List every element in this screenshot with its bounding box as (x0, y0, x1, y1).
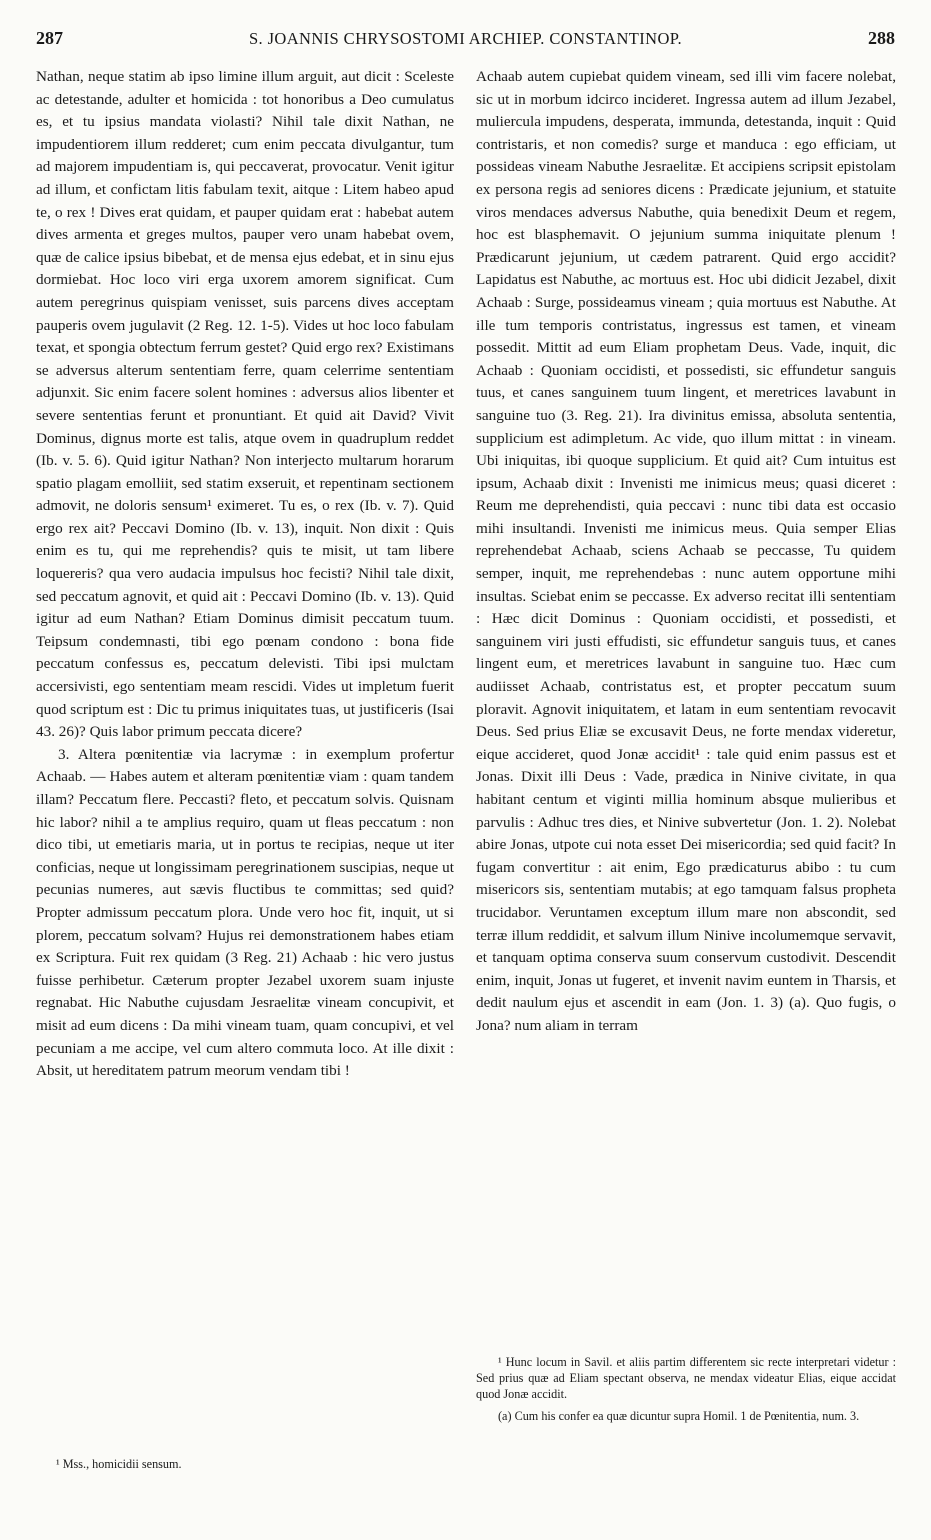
running-header (36, 28, 895, 58)
paragraph: 3. Altera pœnitentiæ via lacrymæ : in exemplum profertur Achaab. — Habes autem et alteram pœnitentiæ viam : quam tandem illam? Peccatum flere. Peccasti? fleto, et peccatum solvis. Quisnam hic labor? nihil a te amplius requiro, quam ut fleas peccatum : non dico tibi, ut emetiaris maria, ut in portus te recipias, neque ut iter conficias, neque ut longissimam peregrinationem suscipias, neque ut pecunias numeres, aut sævis fluctibus te committas; sed quid? Propter admissum peccatum plora. Unde vero hoc fit, inquit, ut si plorem, peccatum solvam? Hujus rei demonstrationem habes etiam ex Scriptura. Fuit rex quidam (3 Reg. 21) Achaab : hic vero justus fuisse perhibetur. Cæterum propter Jezabel uxorem suam injuste regnabat. Hic Nabuthe cujusdam Jesraelitæ vineam concupivit, et misit ad eum dicens : Da mihi vineam tuam, quam concupivi, et vel pecuniam a me accipe, vel cum altero commuta loco. At ille dixit : Absit, ut hereditatem patrum meorum vendam tibi ! (36, 745, 454, 1080)
footnote: ¹ Hunc locum in Savil. et aliis partim differentem sic recte interpretari videtur : Sed prius quæ ad Eliam spectant observa, ne mendax videatur Elias, eique accidat quod Jonæ accidit. (476, 1355, 896, 1401)
left-column (36, 66, 454, 1083)
footnote: (a) Cum his confer ea quæ dicuntur supra Homil. 1 de Pœnitentia, num. 3. (498, 1409, 860, 1423)
running-title: S. JOANNIS CHRYSOSTOMI ARCHIEP. CONSTANTINOP. (248, 29, 683, 48)
left-page-number: 287 (36, 28, 63, 48)
paragraph: Nathan, neque statim ab ipso limine illum arguit, aut dicit : Sceleste ac detestande, adulter et homicida : tot honoribus a Deo cumulatus es, et tu ipsius mandata violasti? Nihil tale dixit Nathan, ne impudentiorem illum redderet; cum enim peccata divulgantur, tum ad majorem impudentiam is, qui peccaverat, provocatur. Venit igitur ad illum, et confictam litis fabulam texit, aitque : Litem habeo apud te, o rex ! Dives erat quidam, et pauper quidam erat : habebat autem dives armenta et greges multos, pauper vero unam habebat ovem, quæ de calice ipsius bibebat, et de mensa ejus edebat, et in sinu ejus dormiebat. Hoc loco viri erga uxorem amorem significat. Cum autem peregrinus quispiam venisset, suis parcens dives acceptam pauperis ovem jugulavit (2 Reg. 12. 1-5). Vides ut hoc loco fabulam texat, et spongia obtectum ferrum gestet? Quid ergo rex? Existimans se adversus alterum sententiam ferre, quam celerrime sententiam adjunxit. Sic enim facere solent homines : adversus alios libenter et severe sententias ferunt et pronuntiant. Et quid ait David? Vivit Dominus, dignus morte est talis, atque ovem in quadruplum reddet (Ib. v. 5. 6). Quid igitur Nathan? Non interjecto multarum horarum spatio plagam emolliit, sed statim exseruit, et repentinam sectionem admovit, ne doloris sensum¹ eximeret. Tu es, o rex (Ib. v. 7). Quid ergo rex ait? Peccavi Domino (Ib. v. 13), inquit. Non dixit : Quis enim es tu, qui me reprehendis? quis te misit, ut tam libere loquereris? qua vero audacia impulsus hoc fecisti? Nihil tale dixit, sed peccatum agnovit, et quid ait : Peccavi Domino (Ib. v. 13). Quid igitur ad eum Nathan? Etiam Dominus dimisit peccatum tuum. Teipsum condemnasti, tibi ego pœnam condono : bona fide peccatum confessus es, peccatum delevisti. Tibi ipsi mulctam accersivisti, ego sententiam meam rescidi. Vides ut impletum fuerit quod scriptum est : Dic tu primus iniquitates tuas, ut justificeris (Isai 43. 26)? Quis labor primum peccata dicere? (36, 68, 454, 741)
right-column (476, 66, 896, 1038)
footnotes-left (56, 1456, 436, 1472)
right-page-number: 288 (867, 28, 895, 48)
footnote: ¹ Mss., homicidii sensum. (56, 1457, 182, 1471)
footnotes-right (476, 1354, 896, 1430)
paragraph: Achaab autem cupiebat quidem vineam, sed illi vim facere nolebat, sic ut in morbum idcirco incideret. Ingressa autem ad illum Jezabel, muliercula impudens, desperata, immunda, detestanda, inquit : Quid contristaris, et non comedis? surge et manduca : ego efficiam, ut possideas vineam Nabuthe Jesraelitæ. Et accipiens scripsit epistolam ex persona regis ad seniores dicens : Prædicate jejunium, et statuite viros mendaces adversus Nabuthe, quia benedixit Deum et regem, hoc est blasphemavit. O jejunium summa iniquitate plenum ! Prædicarunt jejunium, ut cædem patrarent. Quid ergo accidit? Lapidatus est Nabuthe, ac mortuus est. Hoc ubi didicit Jezabel, dixit Achaab : Surge, possideamus vineam ; quia mortuus est Nabuthe. At ille tum temporis contristatus, ingressus est tamen, et vineam possedit. Mittit ad eum Eliam prophetam Deus. Vade, inquit, dic Achaab : Quoniam occidisti, et possedisti, sic effundetur sanguis tuus, et canes sanguinem tuum lingent, et meretrices lavabunt in sanguine tuo (3. Reg. 21). Ira divinitus emissa, absoluta sententia, supplicium est adimpletum. Ac vide, quo illum mittat : in vineam. Ubi iniquitas, ibi quoque supplicium. Et quid ait? Cum intuitus est ipsum, Achaab dixit : Invenisti me inimicus meus; quasi diceret : Reum me deprehendisti, quia peccavi : nunc tibi data est occasio mihi insultandi. Invenisti me inimicus meus. Quia semper Elias reprehendebat Achaab, sciens Achaab se peccasse, Tu quidem semper, inquit, me reprehendebas : nunc autem opportune mihi insultas. Sciebat enim se peccasse. Ex adverso recitat illi sententiam : Hæc dicit Dominus : Quoniam occidisti, et possedisti, et sanguinem viri justi effudisti, sic effundetur sanguis tuus, et canes lingent eum, et meretrices lavabunt in sanguine tuo. Hæc cum audiisset Achaab, contristatus est, et propter peccatum suum ploravit. Agnovit iniquitatem, et latam in eum sententiam revocavit Deus. Sed prius Eliæ se excusavit Deus, ne forte mendax videretur, eique accideret, quod Jonæ accidit¹ : tale quid enim passus est et Jonas. Dixit illi Deus : Vade, prædica in Ninive civitate, in qua habitant centum et viginti millia hominum absque mulieribus et parvulis : Adhuc tres dies, et Ninive subvertetur (Jon. 1. 2). Nolebat abire Jonas, utpote cui nota esset Dei misericordia; sed quid facit? In fugam convertitur : ait enim, Ego prædicaturus abibo : tu cum misericors sis, sententiam mutabis; at ego tamquam falsus propheta trucidabor. Veruntamen exceptum illum mare non abscondit, sed terræ illum reddidit, et salvum illum Ninive incolumemque servavit, et tanquam optima conserva suum conservum custodivit. Descendit enim, inquit, Jonas ut fugeret, et invenit navim euntem in Tharsis, et dedit naulum ejus et ascendit in eam (Jon. 1. 3) (a). Quo fugis, o Jona? num aliam in terram (476, 68, 896, 1034)
